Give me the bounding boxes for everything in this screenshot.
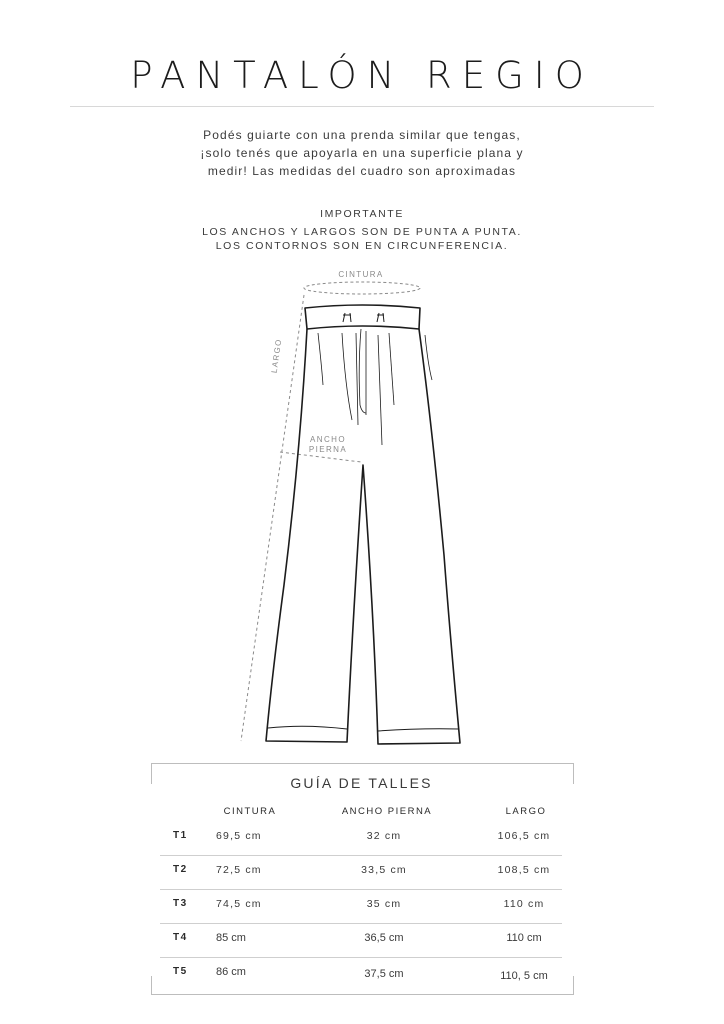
size-label: T1 (173, 830, 188, 841)
largo-value: 106,5 cm (497, 830, 551, 842)
largo-value: 108,5 cm (497, 864, 551, 876)
table-row (160, 890, 562, 924)
diagram-label-largo: LARGO (269, 337, 284, 374)
size-label: T5 (173, 966, 188, 977)
diagram-label-cintura: CINTURA (338, 270, 384, 279)
size-label: T3 (173, 898, 188, 909)
pants-diagram (0, 255, 724, 755)
important-heading: IMPORTANTE (320, 208, 404, 220)
cintura-value: 74,5 cm (216, 898, 262, 910)
intro-text: Podés guiarte con una prenda similar que tengas, ¡solo tenés que apoyarla en una superficie plana y medir! Las medidas del cuadro son aproximadas (200, 128, 524, 178)
size-guide-title: GUÍA DE TALLES (290, 775, 433, 791)
ancho-pierna-value: 32 cm (366, 830, 402, 842)
ancho-pierna-value: 35 cm (366, 898, 402, 910)
size-guide-frame-bottom (151, 976, 574, 995)
largo-value: 110 cm (506, 932, 542, 944)
table-row (160, 924, 562, 958)
ancho-pierna-value: 33,5 cm (361, 864, 407, 876)
diagram-label-ancho: ANCHO (310, 435, 346, 444)
title-divider (70, 106, 654, 107)
important-line-1: LOS ANCHOS Y LARGOS SON DE PUNTA A PUNTA. (202, 226, 522, 238)
cintura-value: 86 cm (216, 966, 246, 978)
column-header-largo: LARGO (505, 806, 547, 817)
page-title: PANTALÓN REGIO (130, 54, 594, 97)
cintura-value: 69,5 cm (216, 830, 262, 842)
ancho-pierna-value: 37,5 cm (364, 968, 404, 980)
waist-measure-line (304, 282, 420, 294)
ancho-pierna-value: 36,5 cm (364, 932, 404, 944)
cintura-value: 85 cm (216, 932, 246, 944)
size-label: T2 (173, 864, 188, 875)
table-row (160, 822, 562, 856)
diagram-label-pierna: PIERNA (308, 445, 348, 454)
size-label: T4 (173, 932, 188, 943)
cintura-value: 72,5 cm (216, 864, 262, 876)
largo-value: 110 cm (503, 898, 545, 910)
table-row (160, 856, 562, 890)
largo-value: 110, 5 cm (500, 970, 548, 982)
important-line-2: LOS CONTORNOS SON EN CIRCUNFERENCIA. (215, 240, 509, 252)
column-header-cintura: CINTURA (223, 806, 277, 817)
column-header-ancho-pierna: ANCHO PIERNA (341, 806, 433, 817)
pants-outline (266, 305, 460, 744)
